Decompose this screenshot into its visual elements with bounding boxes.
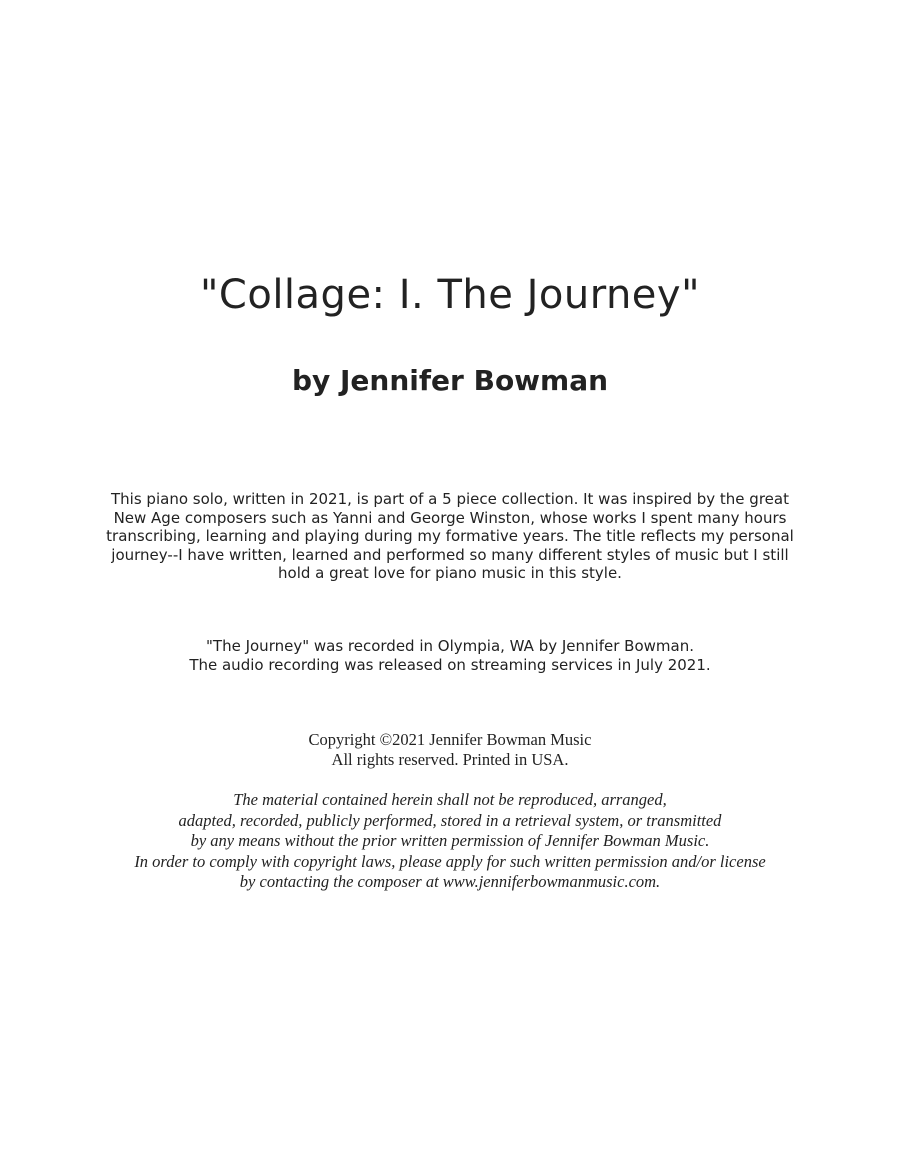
- page-title: "Collage: I. The Journey": [200, 272, 700, 318]
- legal-line: by contacting the composer at www.jenniferbowmanmusic.com.: [239, 872, 661, 891]
- copyright-line: Copyright ©2021 Jennifer Bowman Music: [308, 730, 592, 749]
- legal-line: The material contained herein shall not be reproduced, arranged,: [233, 790, 667, 809]
- composer-byline: by Jennifer Bowman: [291, 364, 609, 397]
- description-line: New Age composers such as Yanni and George Winston, whose works I spent many hours: [113, 508, 787, 527]
- description-line: hold a great love for piano music in this style.: [278, 564, 622, 582]
- recording-note: [0, 637, 900, 675]
- recording-line: "The Journey" was recorded in Olympia, WA by Jennifer Bowman.: [206, 637, 694, 655]
- legal-disclaimer: [0, 790, 900, 893]
- piece-description: [0, 490, 900, 583]
- copyright-line: All rights reserved. Printed in USA.: [331, 750, 569, 769]
- recording-line: The audio recording was released on streaming services in July 2021.: [189, 656, 711, 674]
- description-line: transcribing, learning and playing during my formative years. The title reflects my personal: [106, 527, 794, 545]
- legal-line: by any means without the prior written permission of Jennifer Bowman Music.: [190, 831, 710, 850]
- legal-line: adapted, recorded, publicly performed, stored in a retrieval system, or transmitted: [178, 810, 722, 830]
- description-line: journey--I have written, learned and performed so many different styles of music but I still: [111, 545, 789, 564]
- copyright-notice: [0, 730, 900, 770]
- legal-line: In order to comply with copyright laws, please apply for such written permission and/or license: [134, 851, 766, 871]
- description-line: This piano solo, written in 2021, is part of a 5 piece collection. It was inspired by the great: [111, 490, 789, 508]
